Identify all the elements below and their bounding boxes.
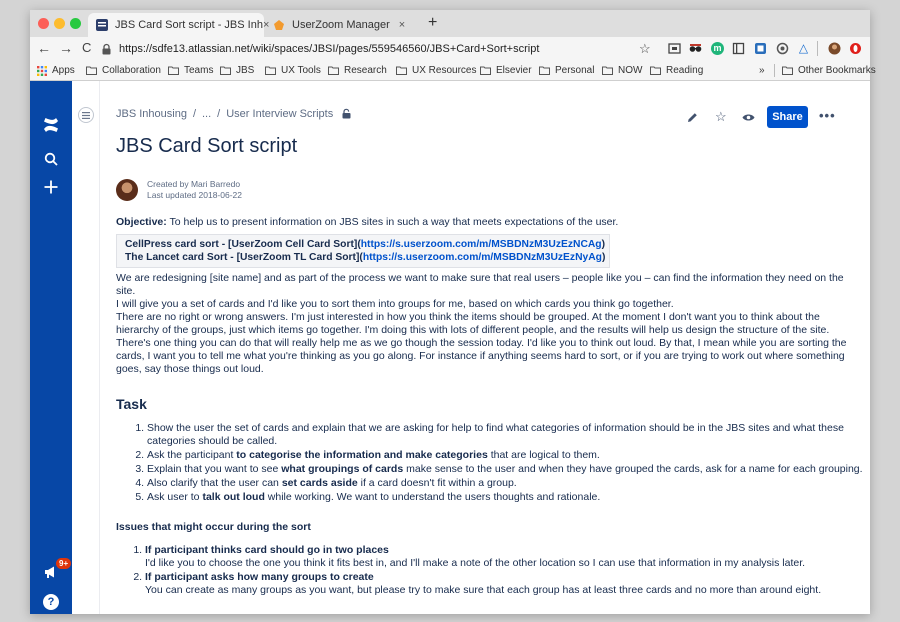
- url-text: https://sdfe13.atlassian.net/wiki/spaces/JBSI/pages/559546560/JBS+Card+Sort+script: [119, 43, 540, 55]
- global-sidebar: [30, 81, 72, 614]
- issue-body: You can create as many groups as you want, but please try to make sure that each group has at least three cards and no more than around eight.: [145, 584, 822, 596]
- issues-list: [116, 544, 838, 597]
- m-extension-icon[interactable]: m: [711, 42, 724, 55]
- bookmark-label: Teams: [184, 65, 214, 76]
- bookmark-folder-ux-resources[interactable]: [396, 65, 476, 76]
- bookmark-label: Reading: [666, 65, 704, 76]
- warning-extension-icon[interactable]: △: [798, 41, 809, 55]
- bookmark-star-icon[interactable]: ☆: [639, 41, 651, 56]
- breadcrumb-separator: /: [192, 108, 196, 120]
- bookmark-label: Research: [344, 65, 387, 76]
- issues-heading: Issues that might occur during the sort: [116, 521, 311, 533]
- list-item: [145, 544, 838, 570]
- card-sort-links-block: [116, 234, 610, 268]
- bookmark-label: Personal: [555, 65, 595, 76]
- sidebar-collapse-rail: [72, 81, 100, 614]
- bookmark-label: Collaboration: [102, 65, 161, 76]
- step-bold: talk out loud: [202, 491, 265, 503]
- created-by-text: Created by Mari Barredo: [147, 179, 241, 189]
- screenshot-extension-icon[interactable]: [668, 42, 681, 55]
- folder-icon: [650, 66, 661, 75]
- list-item: [147, 491, 838, 504]
- bookmark-label: Elsevier: [496, 65, 532, 76]
- apps-grid-icon: [37, 66, 47, 76]
- new-tab-button[interactable]: +: [428, 14, 438, 31]
- capture-extension-icon[interactable]: [754, 42, 767, 55]
- page-content: [116, 216, 863, 598]
- window-close-button[interactable]: [38, 18, 49, 29]
- folder-icon: [396, 66, 407, 75]
- task-heading: Task: [116, 396, 147, 412]
- tab-strip: [30, 10, 870, 37]
- bookmarks-bar: [30, 61, 876, 81]
- list-item: [147, 477, 838, 490]
- folder-icon: [328, 66, 339, 75]
- list-item: [147, 449, 838, 462]
- bookmark-folder-other[interactable]: [782, 65, 876, 76]
- page-title: JBS Card Sort script: [116, 135, 298, 157]
- tab-userzoom-manager[interactable]: [262, 13, 415, 37]
- forward-button[interactable]: →: [59, 40, 73, 56]
- code-line: [125, 251, 606, 264]
- bookmarks-overflow-button[interactable]: [759, 65, 765, 76]
- window-minimize-button[interactable]: [54, 18, 65, 29]
- list-item: [147, 463, 863, 476]
- bookmark-folder-research[interactable]: [328, 65, 387, 76]
- code-text: ): [601, 239, 606, 250]
- paragraph-line: There's one thing you can do that will really help me as we go though the session today. I'd like you to think out loud. By that, I mean while you are sorting the: [116, 337, 847, 349]
- bookmark-folder-elsevier[interactable]: [480, 65, 532, 76]
- tab-close-icon[interactable]: ×: [398, 19, 406, 31]
- author-avatar[interactable]: [116, 179, 138, 201]
- help-glyph: ?: [43, 594, 59, 610]
- step-bold: set cards aside: [281, 477, 358, 489]
- paragraph-line: There are no right or wrong answers. I'm just interested in how you think the items should be grouped. At the moment I don't want you to think about the: [116, 311, 820, 323]
- step-text: Explain that you want to see: [147, 463, 282, 475]
- bookmark-label: Apps: [52, 65, 75, 76]
- bookmark-apps[interactable]: [37, 65, 75, 76]
- notifications-badge: 9+: [56, 558, 71, 569]
- tab-label: JBS Card Sort script - JBS Inh: [115, 19, 263, 31]
- watch-button[interactable]: [742, 106, 755, 128]
- bookmark-folder-ux-tools[interactable]: [265, 65, 321, 76]
- paragraph-line: goes, say those things out loud.: [116, 363, 264, 375]
- bookmark-label: UX Resources: [412, 65, 477, 76]
- share-button[interactable]: Share: [767, 106, 808, 128]
- breadcrumb-separator: /: [217, 108, 221, 120]
- folder-icon: [539, 66, 550, 75]
- bookmark-folder-reading[interactable]: [650, 65, 703, 76]
- step-text: Ask the participant: [147, 449, 237, 461]
- step-text: categories should be called.: [147, 435, 278, 447]
- step-text: if a card doesn't fit within a group.: [357, 477, 517, 489]
- unlocked-icon[interactable]: [342, 109, 351, 119]
- confluence-logo-icon[interactable]: [41, 115, 61, 135]
- tab-jbs-card-sort[interactable]: [88, 13, 270, 37]
- bookmark-label: Other Bookmarks: [798, 65, 876, 76]
- folder-icon: [602, 66, 613, 75]
- star-page-button[interactable]: [715, 106, 727, 128]
- breadcrumb-parent-link[interactable]: User Interview Scripts: [226, 108, 334, 120]
- list-item: [147, 422, 844, 448]
- circle-extension-icon[interactable]: [776, 42, 789, 55]
- issue-title: If participant asks how many groups to create: [145, 571, 374, 583]
- step-bold: what groupings of cards: [281, 463, 404, 475]
- step-text: Ask user to: [147, 491, 203, 503]
- paragraph-line: We are redesigning [site name] and as part of the process we want to make sure that real users – people like you – can find the information they need on the: [116, 272, 844, 284]
- folder-icon: [782, 66, 793, 75]
- bookmark-folder-jbs[interactable]: [220, 65, 254, 76]
- objective-label: Objective:: [116, 216, 167, 228]
- code-text: CellPress card sort - [UserZoom Cell Card Sort](: [125, 239, 361, 250]
- address-bar[interactable]: [102, 39, 662, 59]
- step-text: while working. We want to understand the users thoughts and rationale.: [264, 491, 601, 503]
- bookmark-label: UX Tools: [281, 65, 321, 76]
- step-bold: to categorise the information and make categories: [236, 449, 488, 461]
- objective-line: [116, 216, 838, 229]
- task-steps-list: [116, 422, 863, 504]
- glasses-extension-icon[interactable]: [689, 42, 702, 55]
- reader-extension-icon[interactable]: [732, 42, 745, 55]
- bookmark-folder-personal[interactable]: [539, 65, 594, 76]
- step-text: Also clarify that the user can: [147, 477, 282, 489]
- folder-icon: [265, 66, 276, 75]
- browser-window: [30, 10, 876, 614]
- browser-toolbar: [30, 37, 870, 61]
- breadcrumb-ellipsis-button[interactable]: ...: [202, 108, 212, 120]
- eye-icon: [742, 113, 755, 122]
- menu-lines-icon: [82, 112, 90, 119]
- edit-button[interactable]: [687, 106, 698, 128]
- opera-extension-icon[interactable]: [849, 42, 862, 55]
- code-line: [125, 238, 606, 251]
- issue-title: If participant thinks card should go in two places: [145, 544, 389, 556]
- tab-close-icon[interactable]: ×: [262, 19, 270, 31]
- paragraph-line: cards, I want you to tell me what you're thinking as you go along. For instance if anything seems hard to sort, or if you are trying to work out where something: [116, 350, 845, 362]
- paragraph-line: I will give you a set of cards and I'd like you to sort them into groups for me, based on which cards you think go together.: [116, 298, 674, 310]
- code-text: The Lancet card Sort - [UserZoom TL Card Sort](: [125, 252, 363, 263]
- more-actions-button[interactable]: •••: [819, 108, 836, 123]
- bookmark-label: NOW: [618, 65, 643, 76]
- last-updated-text: Last updated 2018-06-22: [147, 190, 242, 200]
- userzoom-favicon-icon: [273, 19, 285, 31]
- folder-icon: [220, 66, 231, 75]
- page-meta: [147, 179, 242, 201]
- paragraph-line: hierarchy of the groups, just which items go together. I'm doing this with lots of different people, and the results will help us design the structure of the site.: [116, 324, 830, 336]
- code-text: ): [601, 252, 606, 263]
- step-text: that are logical to them.: [487, 449, 600, 461]
- tab-label: UserZoom Manager: [292, 19, 390, 31]
- star-icon: ☆: [715, 109, 727, 124]
- overflow-chevron-icon: »: [759, 65, 765, 76]
- cellpress-card-sort-link[interactable]: https://s.userzoom.com/m/MSBDNzM3UzEzNCAg: [360, 239, 602, 250]
- folder-icon: [168, 66, 179, 75]
- toolbar-divider: [817, 41, 818, 56]
- profile-avatar-icon[interactable]: [828, 42, 841, 55]
- step-text: make sense to the user and when they have grouped the cards, ask for a name for each grouping.: [403, 463, 863, 475]
- step-text: Show the user the set of cards and explain that we are asking for help to find what categories of information should be in the JBS sites and what these: [147, 422, 844, 434]
- pencil-icon: [687, 112, 698, 123]
- window-maximize-button[interactable]: [70, 18, 81, 29]
- breadcrumb-space-link[interactable]: JBS Inhousing: [116, 108, 187, 120]
- folder-icon: [86, 66, 97, 75]
- lancet-card-sort-link[interactable]: https://s.userzoom.com/m/MSBDNzM3UzEzNyAg: [362, 252, 602, 263]
- bookmark-folder-now[interactable]: [602, 65, 642, 76]
- confluence-favicon-icon: [96, 19, 108, 31]
- create-plus-icon[interactable]: [41, 177, 61, 197]
- help-icon[interactable]: [41, 592, 61, 612]
- folder-icon: [480, 66, 491, 75]
- intro-paragraph: [116, 272, 847, 376]
- bookmark-folder-collaboration[interactable]: [86, 65, 161, 76]
- list-item: [145, 571, 838, 597]
- objective-text: To help us to present information on JBS sites in such a way that meets expectations of the user.: [169, 216, 619, 228]
- bookmark-label: JBS: [236, 65, 255, 76]
- page-byline: [116, 176, 242, 204]
- back-button[interactable]: ←: [37, 40, 51, 56]
- search-icon[interactable]: [41, 149, 61, 169]
- sidebar-toggle-button[interactable]: [78, 107, 94, 123]
- paragraph-line: site.: [116, 285, 136, 297]
- bookmark-folder-teams[interactable]: [168, 65, 213, 76]
- breadcrumb: [116, 108, 351, 120]
- reload-button[interactable]: C: [82, 40, 92, 55]
- bookmarks-divider: [774, 64, 775, 77]
- lock-icon: [102, 44, 114, 55]
- issue-body: I'd like you to choose the one you think it fits best in, and I'll make a note of the other location so I can use that information in my analysis later.: [145, 557, 806, 569]
